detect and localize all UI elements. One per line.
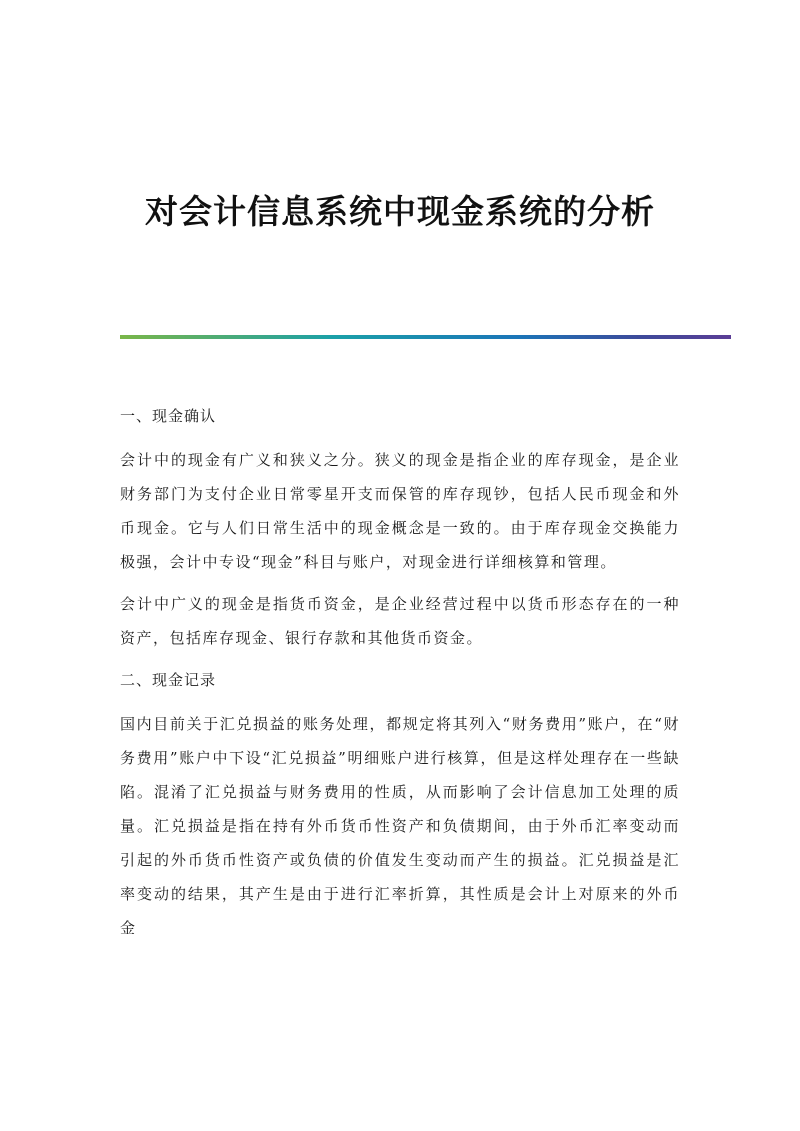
section-heading-cash-recognition: 一、现金确认 — [120, 407, 217, 425]
paragraph-narrow-cash: 会计中的现金有广义和狭义之分。狭义的现金是指企业的库存现金，是企业财务部门为支付企业日常零星开支而保管的库存现钞，包括人民币现金和外币现金。它与人们日常生活中的现金概念是一致的。由于库存现金交换能力极强，会计中专设“现金”科目与账户，对现金进行详细核算和管理。 — [120, 451, 680, 571]
document-body — [120, 405, 680, 953]
paragraph-broad-cash: 会计中广义的现金是指货币资金，是企业经营过程中以货币形态存在的一种资产，包括库存现金、银行存款和其他货币资金。 — [120, 595, 680, 647]
document-title: 对会计信息系统中现金系统的分析 — [145, 192, 655, 231]
title-divider — [120, 335, 731, 339]
section-heading-cash-recording: 二、现金记录 — [120, 671, 217, 689]
paragraph-exchange-gains: 国内目前关于汇兑损益的账务处理，都规定将其列入“财务费用”账户，在“财务费用”账户中下设“汇兑损益”明细账户进行核算，但是这样处理存在一些缺陷。混淆了汇兑损益与财务费用的性质，从而影响了会计信息加工处理的质量。汇兑损益是指在持有外币货币性资产和负债期间，由于外币汇率变动而引起的外币货币性资产或负债的价值发生变动而产生的损益。汇兑损益是汇率变动的结果，其产生是由于进行汇率折算，其性质是会计上对原来的外币金 — [120, 715, 680, 937]
